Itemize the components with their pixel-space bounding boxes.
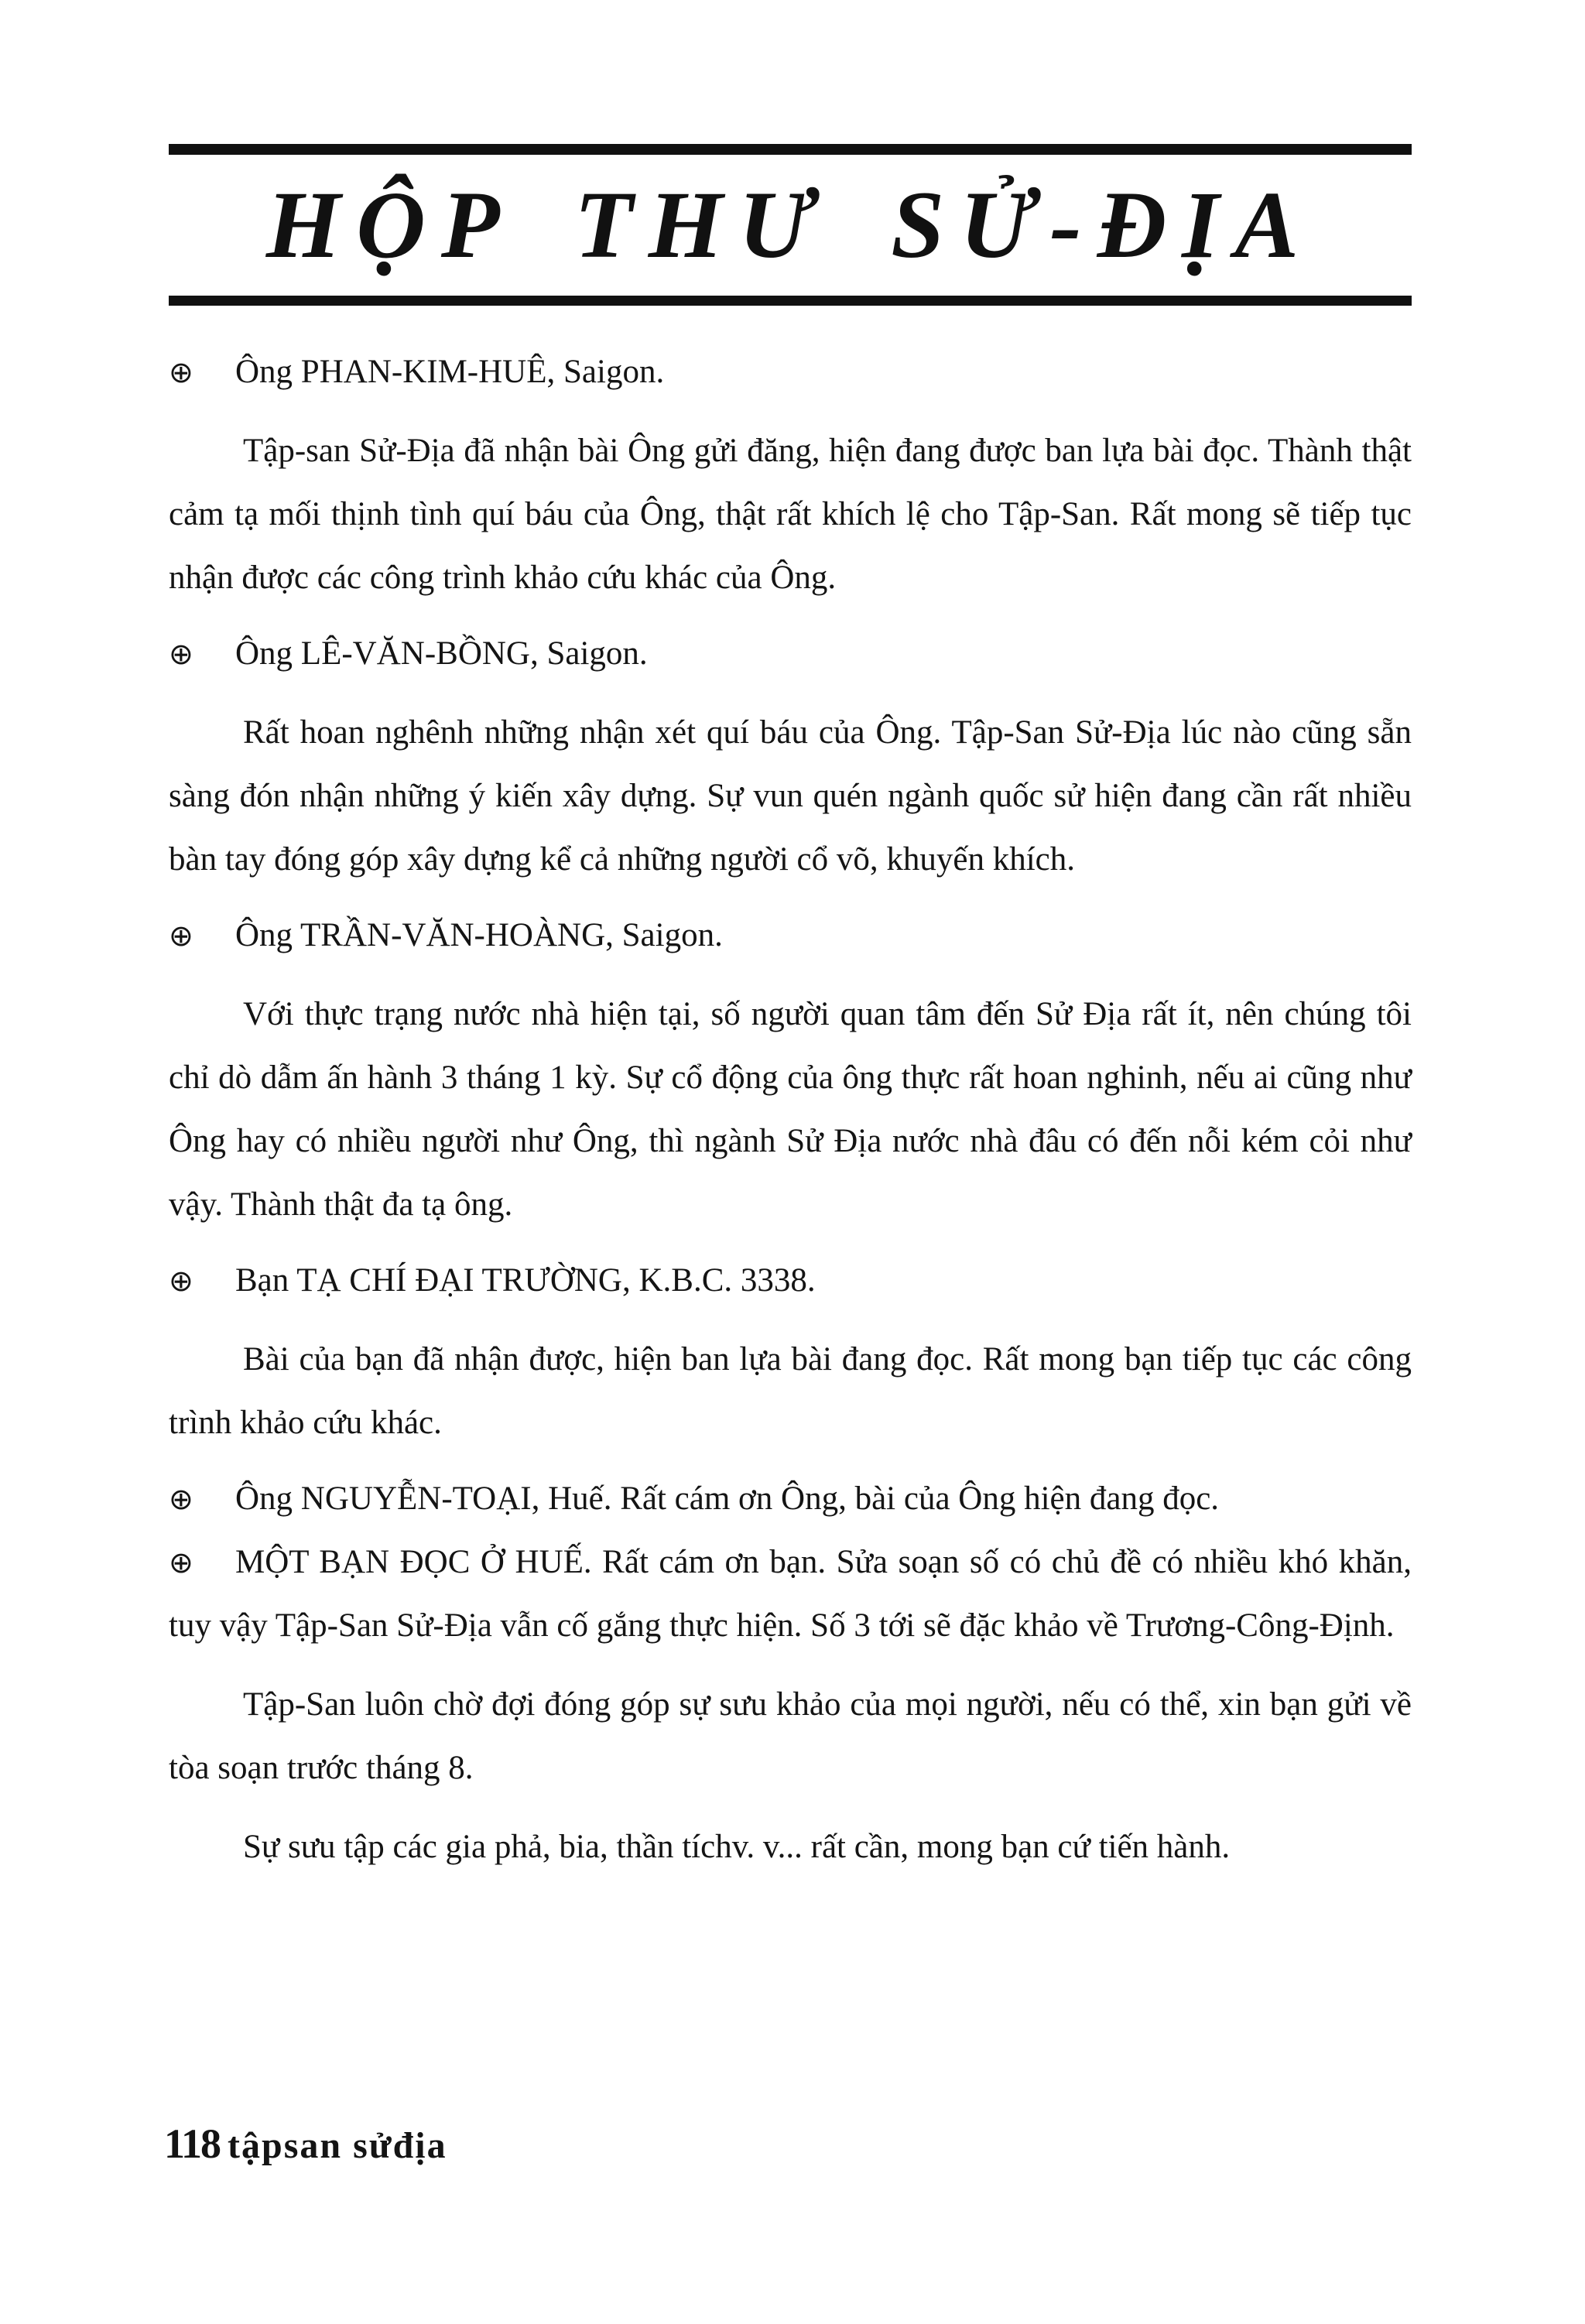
page-number: 118 [164, 2120, 221, 2167]
entry-heading [169, 1467, 1412, 1531]
title-top-rule [169, 144, 1412, 155]
entry-body: Rất cám ơn bạn. Sửa soạn số có chủ đề có nhiều khó khăn, tuy vậy Tập-San Sử-Địa vẫn cố gắng thực hiện. Số 3 tới sẽ đặc khảo về Trương-Công-Định. [169, 1544, 1412, 1644]
circled-plus-icon: ⊕ [169, 355, 193, 389]
entry-heading [169, 904, 1412, 967]
circled-plus-icon: ⊕ [169, 919, 193, 953]
circled-plus-icon: ⊕ [169, 637, 193, 671]
circled-plus-icon: ⊕ [169, 1264, 193, 1298]
entry-heading [169, 1249, 1412, 1313]
entry-recipient: MỘT BẠN ĐỌC Ở HUẾ. [235, 1544, 592, 1580]
entry-recipient: Ông NGUYỄN-TOẠI, Huế. [235, 1480, 612, 1517]
entry-extra-paragraph: Tập-San luôn chờ đợi đóng góp sự sưu khảo của mọi người, nếu có thể, xin bạn gửi về tòa soạn trước tháng 8. [169, 1686, 1412, 1786]
entry-body: Với thực trạng nước nhà hiện tại, số người quan tâm đến Sử Địa rất ít, nên chúng tôi chỉ dò dẫm ấn hành 3 tháng 1 kỳ. Sự cổ động của ông thực rất hoan nghinh, nếu ai cũng như Ông hay có nhiều người như Ông, thì ngành Sử Địa nước nhà đâu có đến nỗi kém cỏi như vậy. Thành thật đa tạ ông. [169, 996, 1412, 1223]
magazine-name: tậpsan sửđịa [228, 2125, 447, 2166]
title-bottom-rule [169, 296, 1412, 306]
page-title: HỘP THƯ SỬ-ĐỊA [265, 172, 1315, 278]
circled-plus-icon: ⊕ [169, 1482, 193, 1516]
entry-body: Bài của bạn đã nhận được, hiện ban lựa bài đang đọc. Rất mong bạn tiếp tục các công trình khảo cứu khác. [169, 1341, 1412, 1441]
entry-extra-paragraph: Sự sưu tập các gia phả, bia, thần tíchv. v... rất cần, mong bạn cứ tiến hành. [243, 1829, 1231, 1865]
letters-column [169, 341, 1412, 1879]
entry-recipient: Ông PHAN-KIM-HUÊ, Saigon. [235, 354, 665, 390]
entry-heading [169, 622, 1412, 686]
entry-recipient: Bạn TẠ CHÍ ĐẠI TRƯỜNG, K.B.C. 3338. [235, 1262, 816, 1299]
entry-recipient: Ông TRẦN-VĂN-HOÀNG, Saigon. [235, 917, 723, 953]
entry-body: Tập-san Sử-Địa đã nhận bài Ông gửi đăng, hiện đang được ban lựa bài đọc. Thành thật cảm tạ mối thịnh tình quí báu của Ông, thật rất khích lệ cho Tập-San. Rất mong sẽ tiếp tục nhận được các công trình khảo cứu khác của Ông. [169, 433, 1412, 596]
page-footer [164, 2120, 447, 2169]
entry-recipient: Ông LÊ-VĂN-BỒNG, Saigon. [235, 635, 648, 672]
entry-body: Rất cám ơn Ông, bài của Ông hiện đang đọc. [620, 1480, 1220, 1517]
circled-plus-icon: ⊕ [169, 1545, 193, 1580]
entry-body: Rất hoan nghênh những nhận xét quí báu của Ông. Tập-San Sử-Địa lúc nào cũng sẵn sàng đón nhận những ý kiến xây dựng. Sự vun quén ngành quốc sử hiện đang cần rất nhiều bàn tay đóng góp xây dựng kể cả những người cổ võ, khuyến khích. [169, 714, 1412, 878]
entry-heading [169, 1531, 1412, 1658]
entry-heading [169, 341, 1412, 404]
